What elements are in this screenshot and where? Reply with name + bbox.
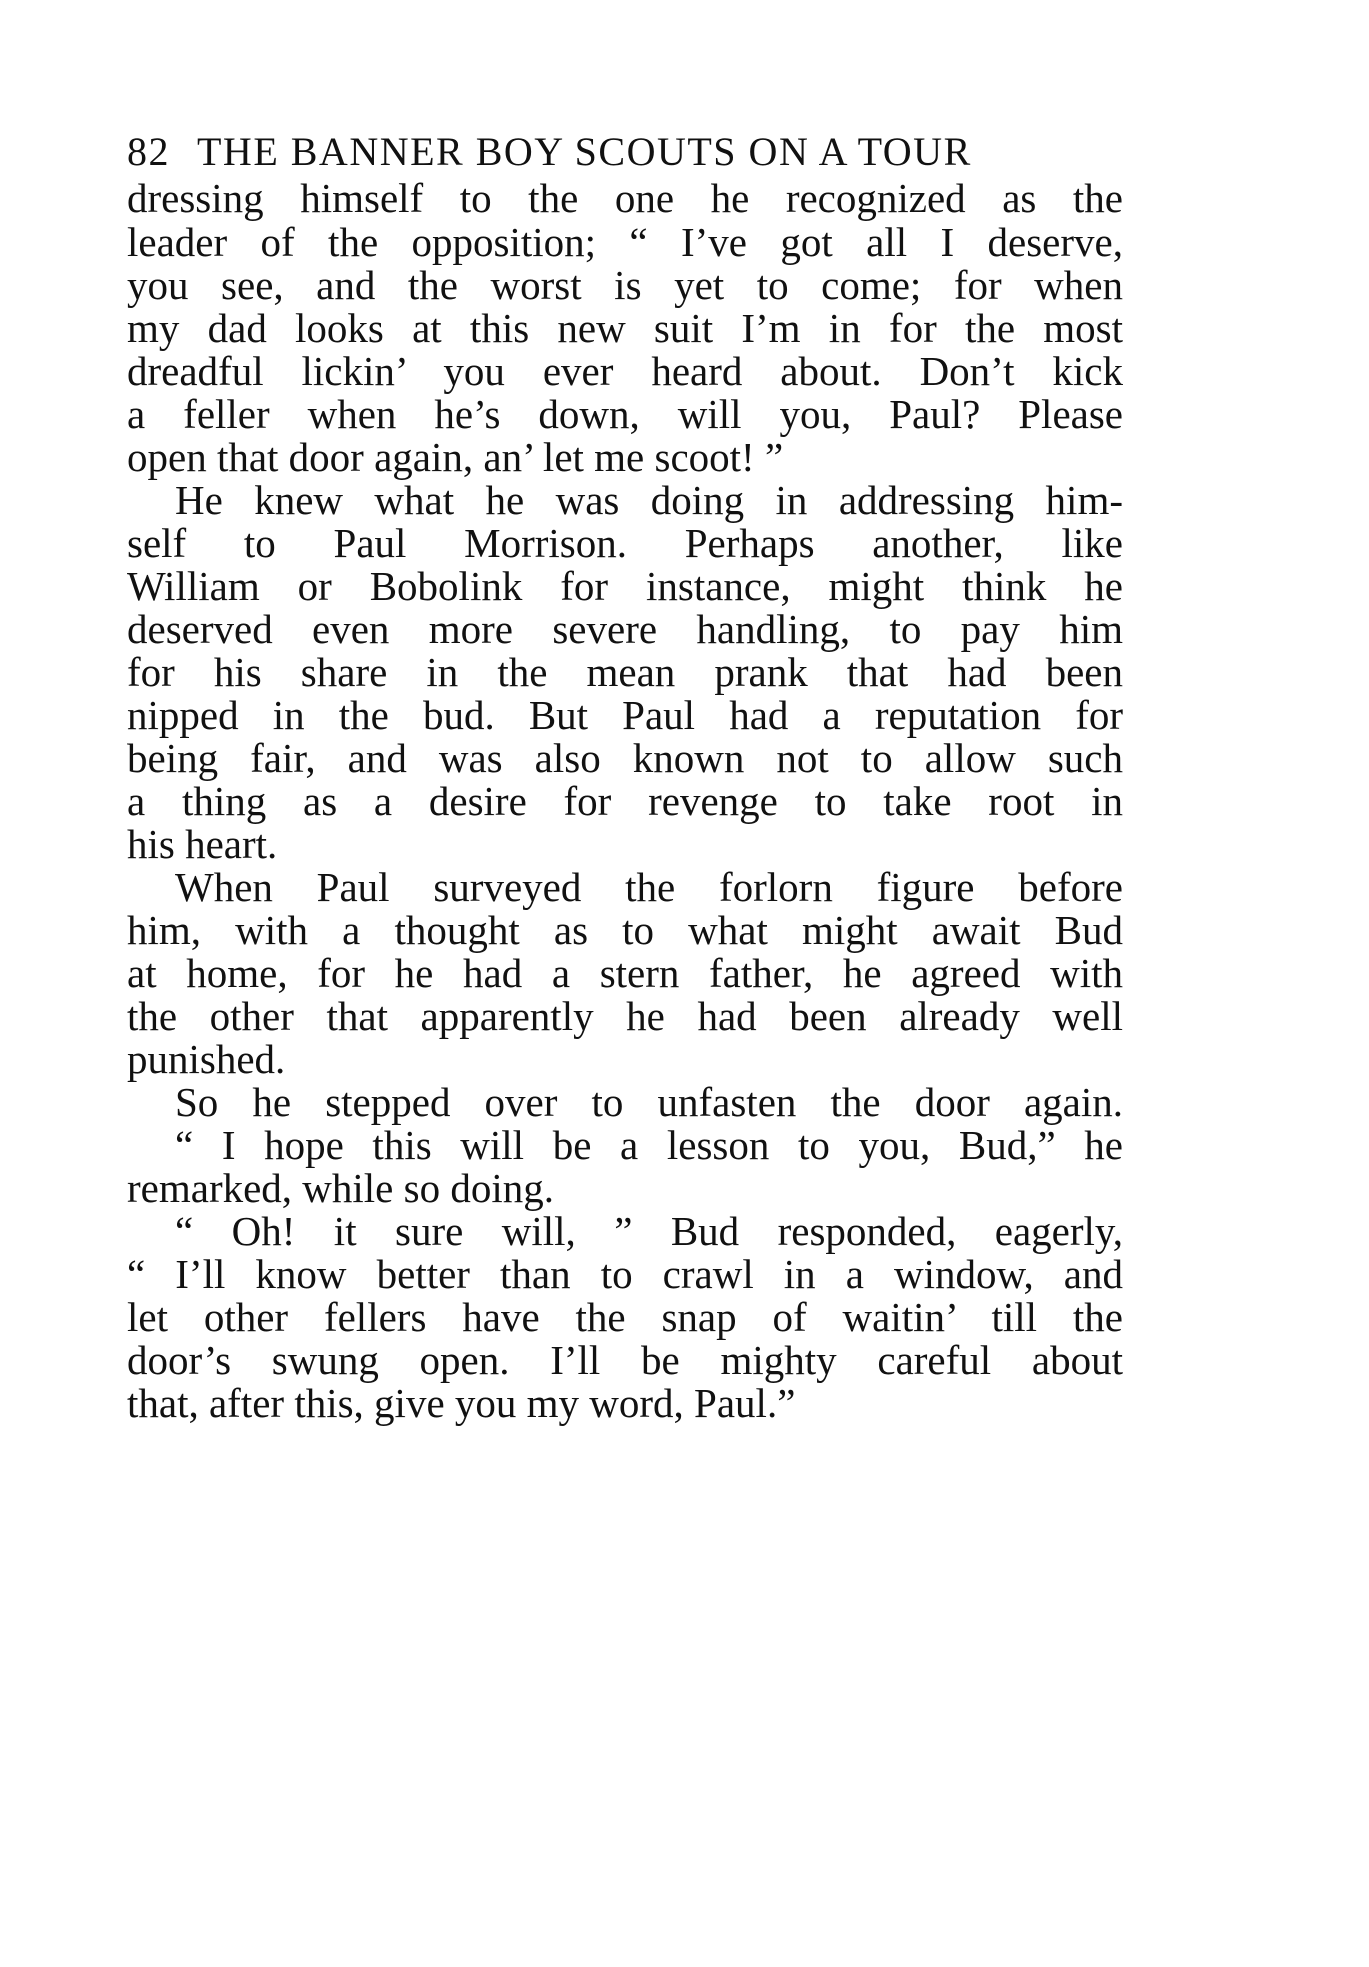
text-line: “ I’ll know better than to crawl in a window, and bbox=[127, 1251, 1123, 1297]
text-line: my dad looks at this new suit I’m in for the most bbox=[127, 305, 1123, 351]
text-line: a thing as a desire for revenge to take root in bbox=[127, 778, 1123, 824]
text-line: a feller when he’s down, will you, Paul? Please bbox=[127, 391, 1123, 437]
text-line: you see, and the worst is yet to come; for when bbox=[127, 262, 1123, 308]
text-line: “ I hope this will be a lesson to you, Bud,” he bbox=[175, 1122, 1123, 1168]
text-line: that, after this, give you my word, Paul.” bbox=[127, 1380, 796, 1426]
text-line: nipped in the bud. But Paul had a reputation for bbox=[127, 692, 1123, 738]
text-line: him, with a thought as to what might await Bud bbox=[127, 907, 1123, 953]
text-line: leader of the opposition; “ I’ve got all I deserve, bbox=[127, 219, 1123, 265]
text-line: dressing himself to the one he recognized as the bbox=[127, 175, 1123, 221]
text-line: the other that apparently he had been already well bbox=[127, 993, 1123, 1039]
text-line: open that door again, an’ let me scoot! ” bbox=[127, 434, 784, 480]
text-line: William or Bobolink for instance, might think he bbox=[127, 563, 1123, 609]
running-title: THE BANNER BOY SCOUTS ON A TOUR bbox=[197, 129, 972, 174]
text-line: self to Paul Morrison. Perhaps another, like bbox=[127, 520, 1123, 566]
text-line: remarked, while so doing. bbox=[127, 1165, 554, 1211]
text-line: being fair, and was also known not to allow such bbox=[127, 735, 1123, 781]
text-line: deserved even more severe handling, to pay him bbox=[127, 606, 1123, 652]
text-line: let other fellers have the snap of waitin’ till the bbox=[127, 1294, 1123, 1340]
text-line: door’s swung open. I’ll be mighty careful about bbox=[127, 1337, 1123, 1383]
running-head bbox=[127, 128, 1123, 176]
page-number: 82 bbox=[127, 129, 170, 174]
text-line: dreadful lickin’ you ever heard about. Don’t kick bbox=[127, 348, 1123, 394]
text-line: When Paul surveyed the forlorn figure before bbox=[175, 864, 1123, 910]
text-line: “ Oh! it sure will, ” Bud responded, eagerly, bbox=[175, 1208, 1123, 1254]
text-line: at home, for he had a stern father, he agreed with bbox=[127, 950, 1123, 996]
text-line: for his share in the mean prank that had been bbox=[127, 649, 1123, 695]
text-line: So he stepped over to unfasten the door again. bbox=[175, 1079, 1123, 1125]
text-line: punished. bbox=[127, 1036, 286, 1082]
text-line: He knew what he was doing in addressing him- bbox=[175, 477, 1123, 523]
text-line: his heart. bbox=[127, 821, 278, 867]
